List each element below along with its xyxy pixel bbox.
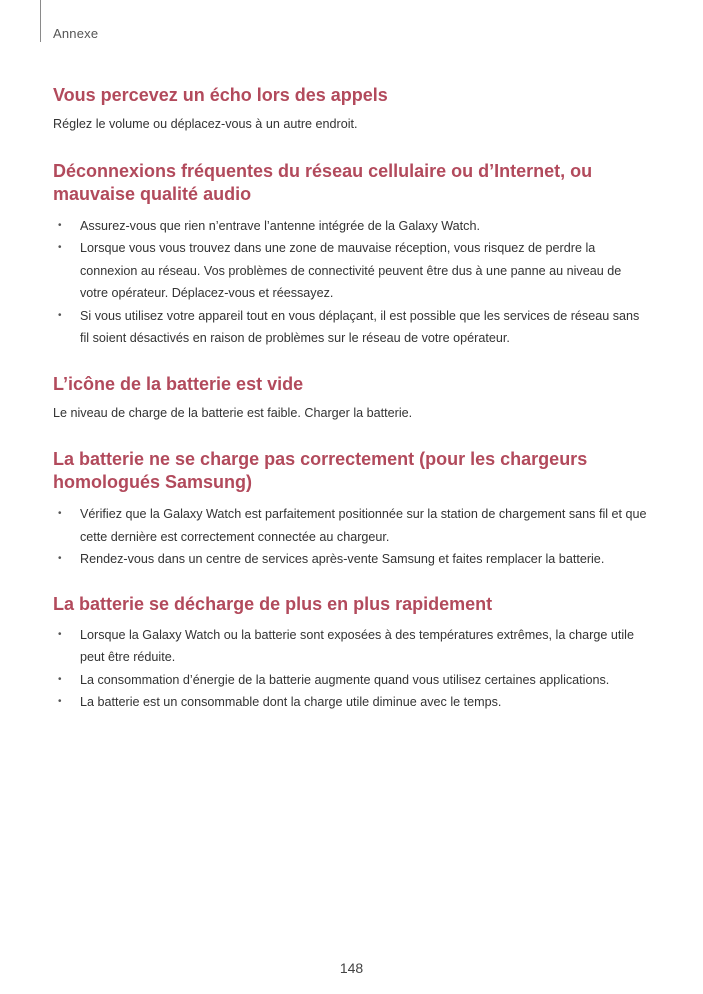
list-item bbox=[53, 548, 648, 571]
bullet-list bbox=[53, 503, 648, 571]
bullet-dot: • bbox=[58, 553, 62, 564]
page-number: 148 bbox=[339, 960, 364, 976]
bullet-dot: • bbox=[58, 309, 62, 321]
section-text: Réglez le volume ou déplacez-vous à un autre endroit. bbox=[53, 117, 358, 131]
list-item-text: Rendez-vous dans un centre de services après-vente Samsung et faites remplacer la batterie. bbox=[80, 552, 605, 566]
list-item bbox=[53, 691, 648, 714]
section-text: Le niveau de charge de la batterie est faible. Charger la batterie. bbox=[53, 405, 413, 420]
section-charging bbox=[53, 448, 648, 571]
section-title: Déconnexions fréquentes du réseau cellulaire ou d’Internet, ou mauvaise qualité audio bbox=[53, 160, 593, 204]
list-item bbox=[53, 503, 648, 548]
list-item-text: Vérifiez que la Galaxy Watch est parfaitement positionnée sur la station de chargement sans fil et que cette dernière est correctement connectée au chargeur. bbox=[80, 507, 647, 544]
running-header: Annexe bbox=[53, 26, 99, 41]
section-network bbox=[53, 160, 648, 350]
list-item bbox=[53, 624, 648, 669]
list-item-text: La consommation d’énergie de la batterie augmente quand vous utilisez certaines applications. bbox=[80, 672, 610, 687]
bullet-list bbox=[53, 215, 648, 350]
list-item bbox=[53, 669, 648, 692]
list-item-text: Si vous utilisez votre appareil tout en vous déplaçant, il est possible que les services de réseau sans fil soient désactivés en raison de problèmes sur le réseau de votre opérateur. bbox=[80, 308, 640, 345]
list-item-text: Assurez-vous que rien n’entrave l’antenne intégrée de la Galaxy Watch. bbox=[80, 218, 480, 233]
list-item-text: Lorsque la Galaxy Watch ou la batterie sont exposées à des températures extrêmes, la charge utile peut être réduite. bbox=[80, 627, 634, 664]
bullet-list bbox=[53, 624, 648, 714]
list-item-text: La batterie est un consommable dont la charge utile diminue avec le temps. bbox=[80, 695, 502, 709]
section-title: La batterie se décharge de plus en plus rapidement bbox=[53, 593, 493, 614]
list-item-text: Lorsque vous vous trouvez dans une zone de mauvaise réception, vous risquez de perdre la connexion au réseau. Vos problèmes de connectivité peuvent être dus à une panne au niveau de votre opérateur. Déplacez-vous et réessayez. bbox=[80, 241, 622, 300]
list-item bbox=[53, 215, 648, 238]
section-discharge bbox=[53, 593, 648, 714]
bullet-dot: • bbox=[58, 673, 62, 685]
page-content bbox=[53, 84, 648, 714]
section-title: L’icône de la batterie est vide bbox=[53, 373, 304, 394]
bullet-dot: • bbox=[58, 628, 62, 640]
section-echo bbox=[53, 84, 648, 136]
bullet-dot: • bbox=[58, 696, 62, 707]
section-title: Vous percevez un écho lors des appels bbox=[53, 85, 388, 105]
list-item bbox=[53, 305, 648, 350]
bullet-dot: • bbox=[58, 219, 62, 231]
bullet-dot: • bbox=[58, 242, 62, 253]
header-rule bbox=[40, 0, 41, 42]
section-battery-icon bbox=[53, 373, 648, 425]
section-title: La batterie ne se charge pas correctement (pour les chargeurs homologués Samsung) bbox=[53, 449, 588, 492]
bullet-dot: • bbox=[58, 508, 62, 519]
list-item bbox=[53, 237, 648, 305]
